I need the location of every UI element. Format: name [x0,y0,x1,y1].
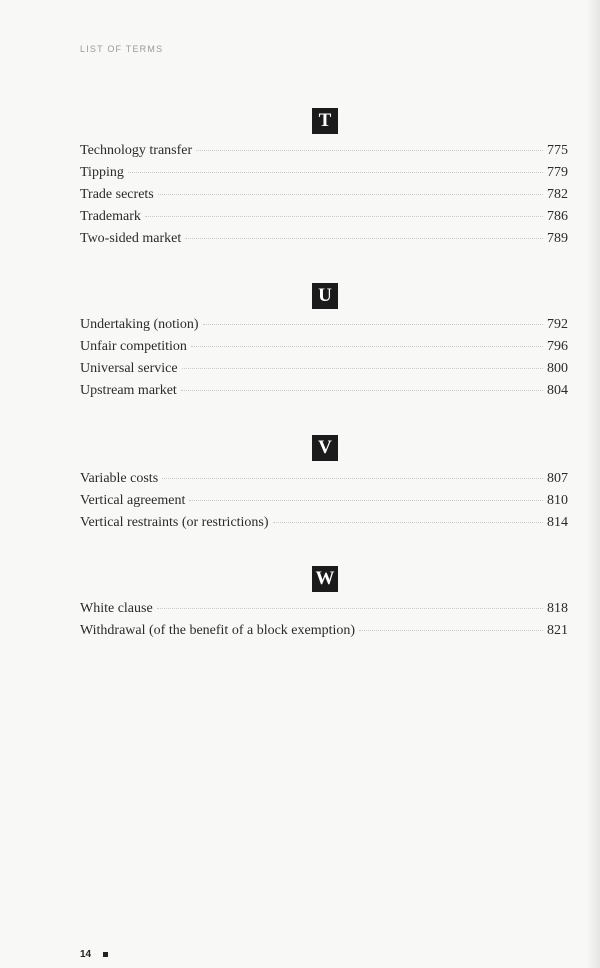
term-page-number: 821 [547,623,568,638]
term-label: Withdrawal (of the benefit of a block exemption) [80,623,356,638]
term-label: Vertical agreement [80,493,186,508]
term-page-number: 775 [547,143,568,158]
term-entry[interactable] [80,162,568,184]
section-t-entries [80,140,568,250]
term-label: Upstream market [80,383,177,398]
leader-dots [181,390,543,391]
term-label: Trade secrets [80,187,154,202]
leader-dots [145,216,543,217]
term-entry[interactable] [80,206,568,228]
term-label: Universal service [80,361,178,376]
term-label: Vertical restraints (or restrictions) [80,515,269,530]
term-entry[interactable] [80,184,568,206]
section-letter-v: V [312,435,338,461]
term-entry[interactable] [80,314,568,336]
folio-square-icon [103,952,108,957]
running-head: LIST OF TERMS [80,44,164,54]
term-page-number: 810 [547,493,568,508]
section-v-entries [80,468,568,534]
leader-dots [182,368,543,369]
term-label: Undertaking (notion) [80,317,199,332]
term-entry[interactable] [80,598,568,620]
term-label: White clause [80,601,153,616]
leader-dots [359,630,543,631]
term-entry[interactable] [80,228,568,250]
section-w-entries [80,598,568,642]
term-label: Trademark [80,209,141,224]
term-entry[interactable] [80,512,568,534]
leader-dots [273,522,543,523]
term-label: Two-sided market [80,231,182,246]
leader-dots [189,500,543,501]
section-u-entries [80,314,568,402]
term-entry[interactable] [80,468,568,490]
page-edge-shadow [586,0,600,968]
section-letter-w: W [312,566,338,592]
term-entry[interactable] [80,140,568,162]
section-letter-t: T [312,108,338,134]
term-entry[interactable] [80,380,568,402]
term-page-number: 818 [547,601,568,616]
term-label: Technology transfer [80,143,193,158]
term-label: Tipping [80,165,124,180]
term-label: Variable costs [80,471,159,486]
section-letter-u: U [312,283,338,309]
leader-dots [185,238,543,239]
term-label: Unfair competition [80,339,187,354]
term-page-number: 796 [547,339,568,354]
leader-dots [157,608,543,609]
leader-dots [191,346,543,347]
leader-dots [158,194,543,195]
term-page-number: 782 [547,187,568,202]
term-page-number: 789 [547,231,568,246]
term-page-number: 814 [547,515,568,530]
term-page-number: 792 [547,317,568,332]
term-page-number: 779 [547,165,568,180]
page-number: 14 [80,949,92,960]
leader-dots [196,150,543,151]
leader-dots [203,324,543,325]
leader-dots [162,478,543,479]
term-page-number: 804 [547,383,568,398]
term-entry[interactable] [80,490,568,512]
leader-dots [128,172,543,173]
term-entry[interactable] [80,620,568,642]
term-entry[interactable] [80,358,568,380]
term-page-number: 807 [547,471,568,486]
term-page-number: 800 [547,361,568,376]
term-entry[interactable] [80,336,568,358]
term-page-number: 786 [547,209,568,224]
